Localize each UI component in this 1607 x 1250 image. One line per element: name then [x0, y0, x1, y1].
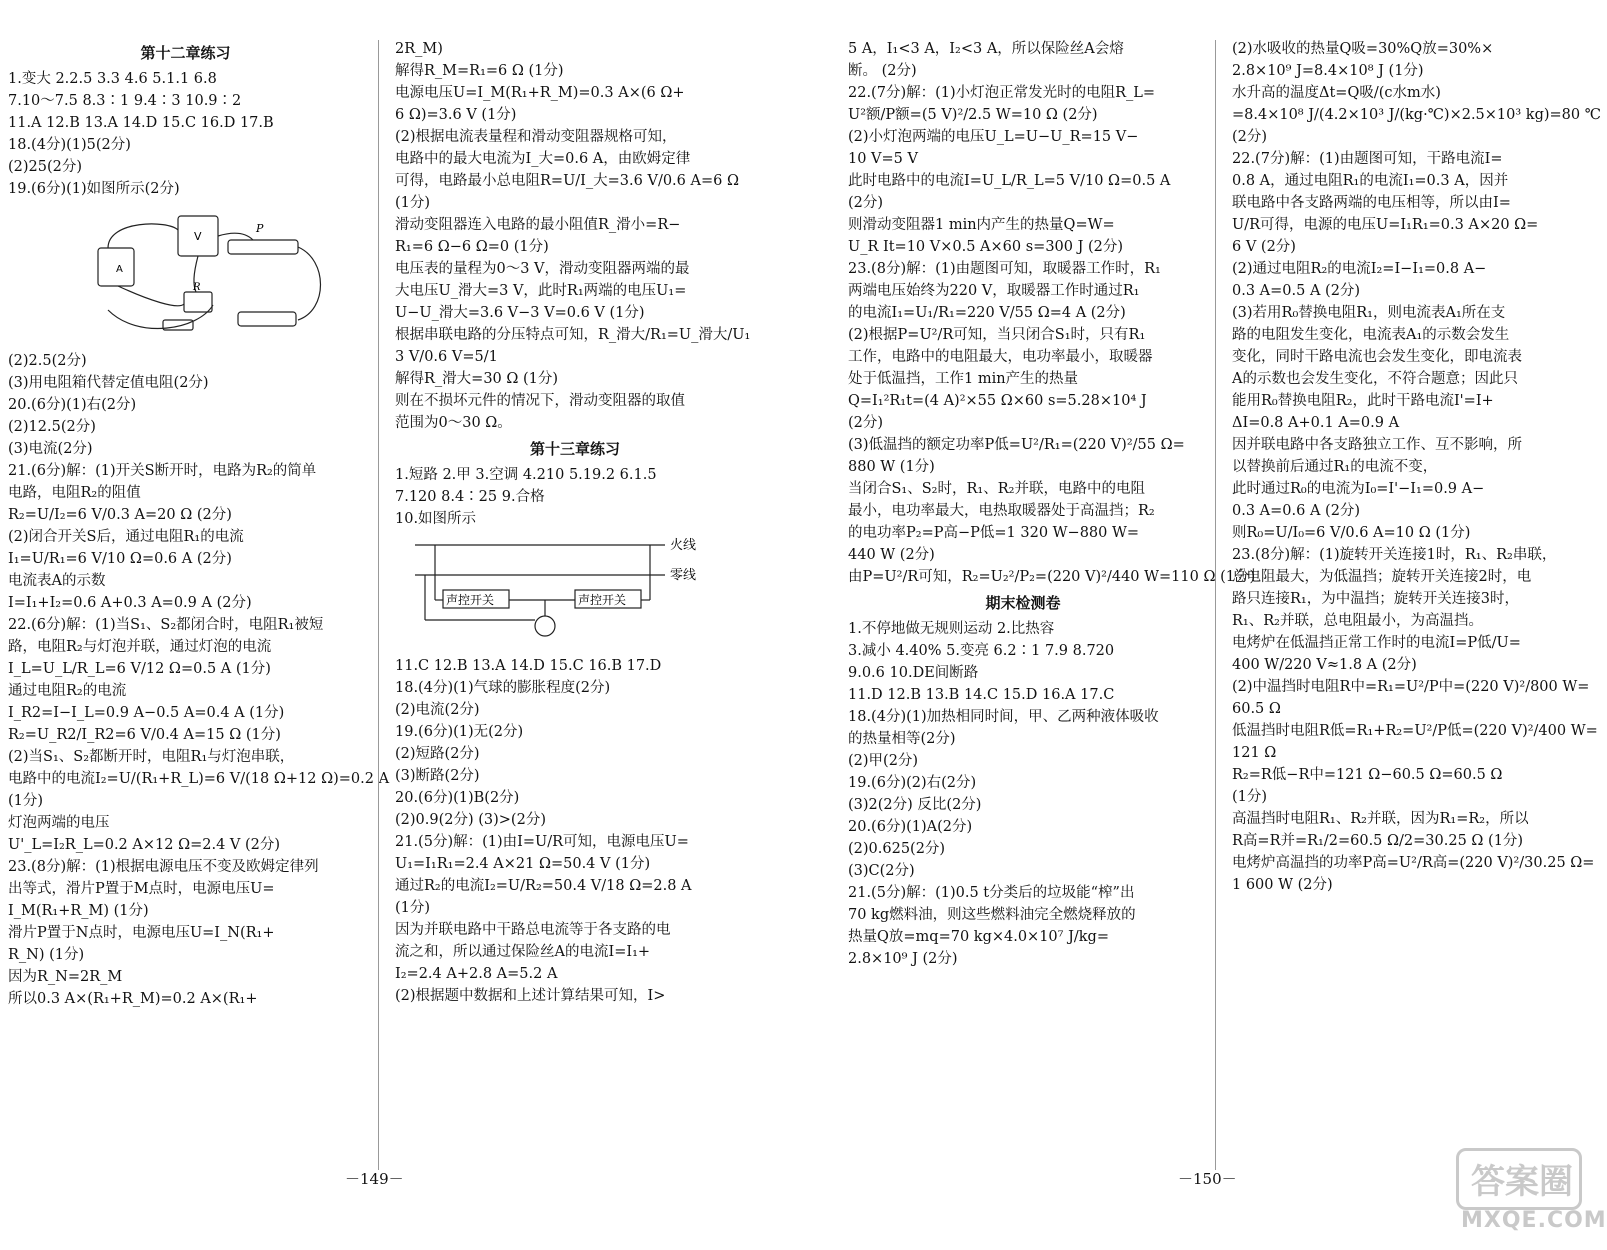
answer-line: 0.8 A，通过电阻R₁的电流I₁=0.3 A，因并	[1232, 173, 1509, 189]
answer-line: 电烤炉高温挡的功率P高=U²/R高=(220 V)²/30.25 Ω=	[1232, 855, 1595, 871]
answer-line: I₁=U/R₁=6 V/10 Ω=0.6 A (2分)	[8, 551, 232, 567]
answer-line: 电源电压U=I_M(R₁+R_M)=0.3 A×(6 Ω+	[395, 85, 685, 101]
answer-line: U²额/P额=(5 V)²/2.5 W=10 Ω (2分)	[848, 107, 1098, 123]
answer-line: 60.5 Ω	[1232, 701, 1281, 717]
answer-line: 总电阻最大，为低温挡；旋转开关连接2时，电	[1232, 569, 1532, 585]
svg-text:声控开关: 声控开关	[578, 593, 627, 607]
answer-line: 电烤炉在低温挡正常工作时的电流I=P低/U=	[1232, 635, 1521, 651]
answer-line: 400 W/220 V≈1.8 A (2分)	[1232, 657, 1417, 673]
answer-line: 出等式，滑片P置于M点时，电源电压U=	[8, 881, 275, 897]
answer-line: 1.变大 2.2.5 3.3 4.6 5.1.1 6.8	[8, 71, 217, 87]
answer-line: 则R₀=U/I₀=6 V/0.6 A=10 Ω (1分)	[1232, 525, 1471, 541]
answer-line: Q=I₁²R₁t=(4 A)²×55 Ω×60 s=5.28×10⁴ J	[848, 393, 1147, 409]
answer-line: 10 V=5 V	[848, 151, 918, 167]
answer-line: 解得R_M=R₁=6 Ω (1分)	[395, 63, 564, 79]
answer-line: (3)C(2分)	[848, 863, 915, 879]
answer-line: R_N) (1分)	[8, 947, 85, 963]
answer-line: I_L=U_L/R_L=6 V/12 Ω=0.5 A (1分)	[8, 661, 271, 677]
answer-line: 则在不损坏元件的情况下，滑动变阻器的取值	[395, 393, 685, 409]
answer-line: 的电流I₁=U₁/R₁=220 V/55 Ω=4 A (2分)	[848, 305, 1126, 321]
answer-line: 2.8×10⁹ J (2分)	[848, 951, 958, 967]
answer-line: 0.3 A=0.5 A (2分)	[1232, 283, 1361, 299]
answer-line: 高温挡时电阻R₁、R₂并联，因为R₁=R₂，所以	[1232, 811, 1529, 827]
answer-line: 的电功率P₂=P高−P低=1 320 W−880 W=	[848, 525, 1140, 541]
answer-line: 11.D 12.B 13.B 14.C 15.D 16.A 17.C	[848, 687, 1115, 703]
answer-line: (1分)	[8, 793, 44, 809]
answer-line: 解得R_滑大=30 Ω (1分)	[395, 371, 559, 387]
answer-line: 通过R₂的电流I₂=U/R₂=50.4 V/18 Ω=2.8 A	[395, 878, 692, 894]
circuit-figure-10	[395, 530, 725, 650]
answer-line: 3.减小 4.40% 5.变亮 6.2∶1 7.9 8.720	[848, 643, 1115, 659]
svg-text:A: A	[116, 264, 123, 275]
answer-line: (2)12.5(2分)	[8, 419, 96, 435]
answer-line: 11.C 12.B 13.A 14.D 15.C 16.B 17.D	[395, 658, 662, 674]
answer-line: 路只连接R₁，为中温挡；旋转开关连接3时，	[1232, 591, 1519, 607]
answer-line: 1.不停地做无规则运动 2.比热容	[848, 621, 1055, 637]
answer-line: 灯泡两端的电压	[8, 815, 110, 831]
answer-line: 以替换前后通过R₁的电流不变，	[1232, 459, 1438, 475]
column-divider	[1215, 40, 1216, 1170]
answer-line: 2.8×10⁹ J=8.4×10⁸ J (1分)	[1232, 63, 1424, 79]
battery	[238, 312, 296, 326]
answer-line: 因为并联电路中干路总电流等于各支路的电	[395, 922, 671, 938]
answer-line: 可得，电路最小总电阻R=U/I_大=3.6 V/0.6 A=6 Ω	[395, 173, 739, 189]
circuit-figure-19	[78, 200, 348, 340]
answer-line: 11.A 12.B 13.A 14.D 15.C 16.D 17.B	[8, 115, 274, 131]
answer-line: 18.(4分)(1)气球的膨胀程度(2分)	[395, 680, 611, 696]
answer-line: R₂=U_R2/I_R2=6 V/0.4 A=15 Ω (1分)	[8, 727, 281, 743]
watermark-logo: 答案圈 MXQE.COM	[1457, 1148, 1582, 1238]
answer-line: (2)0.625(2分)	[848, 841, 946, 857]
answer-line: (3)低温挡的额定功率P低=U²/R₁=(220 V)²/55 Ω=	[848, 437, 1185, 453]
answer-line: (2分)	[848, 415, 884, 431]
answer-line: (3)电流(2分)	[8, 441, 93, 457]
answer-line: 低温挡时电阻R低=R₁+R₂=U²/P低=(220 V)²/400 W=	[1232, 723, 1598, 739]
answer-line: 大电压U_滑大=3 V，此时R₁两端的电压U₁=	[395, 283, 687, 299]
answer-line: 23.(8分)解：(1)根据电源电压不变及欧姆定律列	[8, 859, 319, 875]
answer-line: 所以0.3 A×(R₁+R_M)=0.2 A×(R₁+	[8, 991, 258, 1007]
page-number-right: －150－	[1178, 1170, 1237, 1188]
answer-line: I₂=2.4 A+2.8 A=5.2 A	[395, 966, 558, 982]
answer-line: R₁=6 Ω−6 Ω=0 (1分)	[395, 239, 549, 255]
answer-line: 10.如图所示	[395, 511, 477, 527]
answer-line: I=I₁+I₂=0.6 A+0.3 A=0.9 A (2分)	[8, 595, 252, 611]
answer-line: (2)闭合开关S后，通过电阻R₁的电流	[8, 529, 244, 545]
answer-line: (1分)	[395, 900, 431, 916]
answer-line: 滑动变阻器连入电路的最小阻值R_滑小=R−	[395, 217, 681, 233]
answer-line: (2分)	[1232, 129, 1268, 145]
answer-line: (3)用电阻箱代替定值电阻(2分)	[8, 375, 209, 391]
answer-line: 1 600 W (2分)	[1232, 877, 1333, 893]
answer-line: I_R2=I−I_L=0.9 A−0.5 A=0.4 A (1分)	[8, 705, 285, 721]
answer-line: 因为R_N=2R_M	[8, 969, 123, 985]
answer-line: 断。 (2分)	[848, 63, 917, 79]
answer-line: (2)根据P=U²/R可知，当只闭合S₁时，只有R₁	[848, 327, 1146, 343]
answer-line: (1分)	[395, 195, 431, 211]
column-2	[395, 38, 755, 1007]
answer-line: 9.0.6 10.DE间断路	[848, 665, 979, 681]
answer-line: 3 V/0.6 V=5/1	[395, 349, 498, 365]
svg-text:火线: 火线	[670, 538, 697, 553]
answer-line: (2)根据题中数据和上述计算结果可知，I>	[395, 988, 666, 1004]
answer-line: (1分)	[1232, 789, 1268, 805]
answer-line: U/R可得，电源的电压U=I₁R₁=0.3 A×20 Ω=	[1232, 217, 1539, 233]
answer-line: (2)短路(2分)	[395, 746, 480, 762]
answer-line: R₁、R₂并联，总电阻最小，为高温挡。	[1232, 613, 1483, 629]
answer-line: 880 W (1分)	[848, 459, 935, 475]
resistor	[184, 292, 212, 312]
answer-line: (2)根据电流表量程和滑动变阻器规格可知，	[395, 129, 677, 145]
answer-line: U₁=I₁R₁=2.4 A×21 Ω=50.4 V (1分)	[395, 856, 651, 872]
answer-line: 电流表A的示数	[8, 573, 106, 589]
answer-line: 21.(5分)解：(1)0.5 t分类后的垃圾能“榨”出	[848, 885, 1135, 901]
answer-line: 440 W (2分)	[848, 547, 935, 563]
answer-line: 18.(4分)(1)加热相同时间，甲、乙两种液体吸收	[848, 709, 1159, 725]
answer-line: 6 V (2分)	[1232, 239, 1296, 255]
answer-line: 两端电压始终为220 V，取暖器工作时通过R₁	[848, 283, 1140, 299]
answer-line: (2)电流(2分)	[395, 702, 480, 718]
answer-line: 0.3 A=0.6 A (2分)	[1232, 503, 1361, 519]
answer-line: 则滑动变阻器1 min内产生的热量Q=W=	[848, 217, 1115, 233]
answer-line: 70 kg燃料油，则这些燃料油完全燃烧释放的	[848, 907, 1136, 923]
answer-line: 处于低温挡，工作1 min产生的热量	[848, 371, 1079, 387]
answer-line: (2)甲(2分)	[848, 753, 919, 769]
page-number-left: －149－	[345, 1170, 404, 1188]
answer-line: 热量Q放=mq=70 kg×4.0×10⁷ J/kg=	[848, 929, 1109, 945]
answer-line: 电路，电阻R₂的阻值	[8, 485, 141, 501]
answer-line: U−U_滑大=3.6 V−3 V=0.6 V (1分)	[395, 305, 645, 321]
column-4	[1232, 38, 1601, 896]
svg-text:R: R	[193, 282, 201, 293]
answer-line: 22.(7分)解：(1)小灯泡正常发光时的电阻R_L=	[848, 85, 1156, 101]
answer-line: 19.(6分)(1)无(2分)	[395, 724, 524, 740]
rheostat	[228, 240, 298, 254]
answer-line: 流之和，所以通过保险丝A的电流I=I₁+	[395, 944, 651, 960]
answer-line: (3)若用R₀替换电阻R₁，则电流表A₁所在支	[1232, 305, 1506, 321]
answer-line: 23.(8分)解：(1)旋转开关连接1时，R₁、R₂串联，	[1232, 547, 1557, 563]
answer-line: (2)中温挡时电阻R中=R₁=U²/P中=(220 V)²/800 W=	[1232, 679, 1590, 695]
answer-line: R₂=U/I₂=6 V/0.3 A=20 Ω (2分)	[8, 507, 232, 523]
answer-line: 7.120 8.4∶25 9.合格	[395, 489, 545, 505]
answer-line: 通过电阻R₂的电流	[8, 683, 127, 699]
answer-line: 21.(6分)解：(1)开关S断开时，电路为R₂的简单	[8, 463, 317, 479]
section-heading: 第十三章练习	[529, 440, 620, 458]
answer-line: 22.(7分)解：(1)由题图可知，干路电流I=	[1232, 151, 1503, 167]
answer-line: (3)断路(2分)	[395, 768, 480, 784]
svg-text:V: V	[194, 230, 202, 243]
answer-line: 20.(6分)(1)A(2分)	[848, 819, 973, 835]
answer-line: (2)25(2分)	[8, 159, 83, 175]
answer-line: 因并联电路中各支路独立工作、互不影响，所	[1232, 437, 1522, 453]
answer-line: 电压表的量程为0～3 V，滑动变阻器两端的最	[395, 261, 690, 277]
section-heading: 第十二章练习	[140, 44, 231, 62]
answer-line: 当闭合S₁、S₂时，R₁、R₂并联，电路中的电阻	[848, 481, 1145, 497]
answer-line: 范围为0～30 Ω。	[395, 415, 512, 431]
svg-text:P: P	[256, 222, 264, 235]
svg-text:声控开关: 声控开关	[446, 593, 495, 607]
answer-line: 19.(6分)(1)如图所示(2分)	[8, 181, 180, 197]
answer-line: ΔI=0.8 A+0.1 A=0.9 A	[1232, 415, 1400, 431]
answer-line: 1.短路 2.甲 3.空调 4.210 5.19.2 6.1.5	[395, 467, 657, 483]
answer-line: 水升高的温度Δt=Q吸/(c水m水)	[1232, 85, 1441, 101]
answer-line: 最小，电功率最大，电热取暖器处于高温挡；R₂	[848, 503, 1155, 519]
answer-line: (2)通过电阻R₂的电流I₂=I−I₁=0.8 A−	[1232, 261, 1487, 277]
answer-line: 变化，同时干路电流也会发生变化，即电流表	[1232, 349, 1522, 365]
answer-line: 根据串联电路的分压特点可知，R_滑大/R₁=U_滑大/U₁	[395, 327, 751, 343]
answer-line: 121 Ω	[1232, 745, 1277, 761]
answer-line: 22.(6分)解：(1)当S₁、S₂都闭合时，电阻R₁被短	[8, 617, 324, 633]
answer-line: I_M(R₁+R_M) (1分)	[8, 903, 149, 919]
answer-line: U'_L=I₂R_L=0.2 A×12 Ω=2.4 V (2分)	[8, 837, 281, 853]
answer-line: 2R_M)	[395, 41, 443, 57]
figure-19	[8, 200, 363, 350]
answer-line: R高=R并=R₁/2=60.5 Ω/2=30.25 Ω (1分)	[1232, 833, 1524, 849]
answer-line: (2)当S₁、S₂都断开时，电阻R₁与灯泡串联，	[8, 749, 295, 765]
answer-line: 6 Ω)=3.6 V (1分)	[395, 107, 517, 123]
answer-line: 工作，电路中的电阻最大，电功率最小，取暖器	[848, 349, 1153, 365]
answer-line: 此时通过R₀的电流为I₀=I'−I₁=0.9 A−	[1232, 481, 1485, 497]
answer-line: 21.(5分)解：(1)由I=U/R可知，电源电压U=	[395, 834, 689, 850]
answer-line: (2分)	[848, 195, 884, 211]
answer-line: (2)0.9(2分) (3)>(2分)	[395, 812, 546, 828]
answer-line: 滑片P置于N点时，电源电压U=I_N(R₁+	[8, 925, 275, 941]
answer-line: 23.(8分)解：(1)由题图可知，取暖器工作时，R₁	[848, 261, 1161, 277]
answer-line: (2)2.5(2分)	[8, 353, 87, 369]
answer-line: 5 A，I₁<3 A，I₂<3 A，所以保险丝A会熔	[848, 41, 1124, 57]
answer-line: 20.(6分)(1)B(2分)	[395, 790, 520, 806]
answer-line: 由P=U²/R可知，R₂=U₂²/P₂=(220 V)²/440 W=110 Ω (1分)	[848, 569, 1256, 585]
answer-line: 20.(6分)(1)右(2分)	[8, 397, 137, 413]
answer-line: 电路中的最大电流为I_大=0.6 A，由欧姆定律	[395, 151, 691, 167]
answer-line: (3)2(2分) 反比(2分)	[848, 797, 982, 813]
answer-line: 电路中的电流I₂=U/(R₁+R_L)=6 V/(18 Ω+12 Ω)=0.2 A	[8, 771, 390, 787]
svg-text:零线: 零线	[670, 568, 697, 583]
answer-line: (2)小灯泡两端的电压U_L=U−U_R=15 V−	[848, 129, 1139, 145]
column-divider	[378, 40, 379, 1170]
answer-line: 能用R₀替换电阻R₂，此时干路电流I'=I+	[1232, 393, 1494, 409]
answer-line: R₂=R低−R中=121 Ω−60.5 Ω=60.5 Ω	[1232, 767, 1503, 783]
answer-line: 19.(6分)(2)右(2分)	[848, 775, 977, 791]
answer-line: 联电路中各支路两端的电压相等，所以由I=	[1232, 195, 1511, 211]
answer-line: 此时电路中的电流I=U_L/R_L=5 V/10 Ω=0.5 A	[848, 173, 1171, 189]
answer-line: 路的电阻发生变化，电流表A₁的示数会发生	[1232, 327, 1510, 343]
answer-line: (2)水吸收的热量Q吸=30%Q放=30%×	[1232, 41, 1494, 57]
answer-line: U_R It=10 V×0.5 A×60 s=300 J (2分)	[848, 239, 1124, 255]
answer-line: A的示数也会发生变化，不符合题意；因此只	[1232, 371, 1518, 387]
answer-line: 的热量相等(2分)	[848, 731, 956, 747]
section-heading: 期末检测卷	[985, 594, 1061, 612]
answer-line: 18.(4分)(1)5(2分)	[8, 137, 131, 153]
figure-10	[395, 530, 755, 655]
answer-line: 7.10～7.5 8.3∶1 9.4∶3 10.9∶2	[8, 93, 242, 109]
answer-line: 路，电阻R₂与灯泡并联，通过灯泡的电流	[8, 639, 272, 655]
answer-line: =8.4×10⁸ J/(4.2×10³ J/(kg·℃)×2.5×10³ kg)=80 ℃	[1232, 107, 1601, 123]
column-1	[8, 38, 390, 1010]
